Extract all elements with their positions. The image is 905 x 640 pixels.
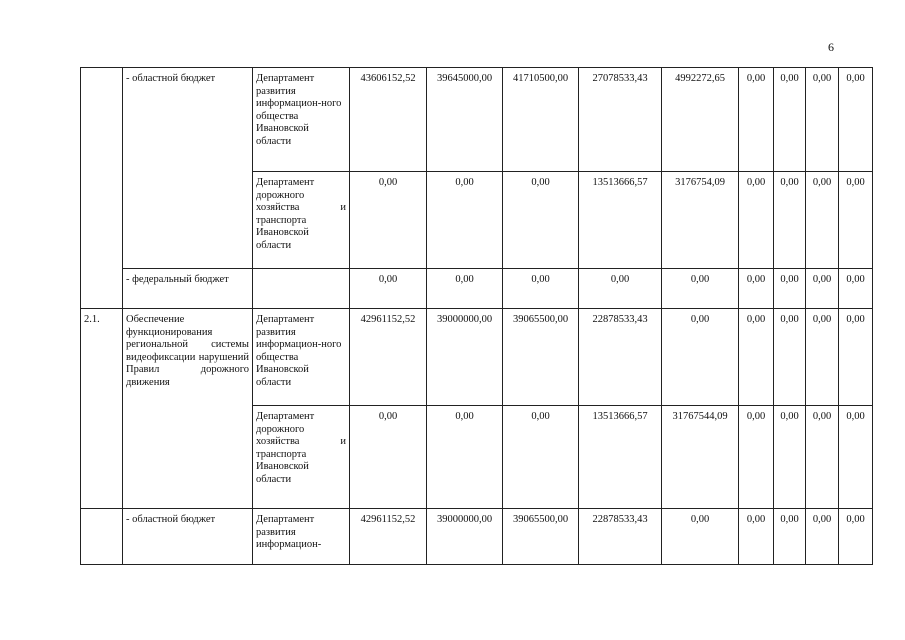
- department-cell: Департамент развития информацион-: [253, 509, 350, 565]
- table-row: [81, 509, 873, 565]
- row-number-cell: 2.1.: [81, 309, 123, 509]
- value-cell: 39065500,00: [503, 309, 579, 406]
- table-row: [81, 269, 873, 309]
- value-cell: 0,00: [662, 309, 739, 406]
- department-cell: [253, 269, 350, 309]
- department-cell: Департамент развития информацион-ного общества Ивановской области: [253, 309, 350, 406]
- value-cell: 0,00: [350, 172, 427, 269]
- value-cell: 0,00: [739, 172, 774, 269]
- value-cell: 0,00: [739, 406, 774, 509]
- value-cell: 0,00: [839, 406, 873, 509]
- value-cell: 42961152,52: [350, 509, 427, 565]
- value-cell: 0,00: [806, 172, 839, 269]
- value-cell: 0,00: [503, 172, 579, 269]
- value-cell: 31767544,09: [662, 406, 739, 509]
- value-cell: 0,00: [739, 68, 774, 172]
- value-cell: 27078533,43: [579, 68, 662, 172]
- source-label-cell: - областной бюджет: [123, 68, 253, 269]
- value-cell: 0,00: [427, 269, 503, 309]
- page-number: 6: [828, 40, 834, 54]
- value-cell: 0,00: [662, 509, 739, 565]
- value-cell: 39645000,00: [427, 68, 503, 172]
- source-label-cell: - федеральный бюджет: [123, 269, 253, 309]
- value-cell: 0,00: [774, 509, 806, 565]
- value-cell: 39000000,00: [427, 509, 503, 565]
- value-cell: 0,00: [350, 406, 427, 509]
- value-cell: 13513666,57: [579, 172, 662, 269]
- department-cell: Департамент развития информацион-ного общества Ивановской области: [253, 68, 350, 172]
- value-cell: 0,00: [739, 309, 774, 406]
- table-row: [81, 68, 873, 172]
- value-cell: 0,00: [806, 309, 839, 406]
- value-cell: 0,00: [839, 172, 873, 269]
- value-cell: 0,00: [806, 406, 839, 509]
- value-cell: 0,00: [739, 509, 774, 565]
- value-cell: 22878533,43: [579, 509, 662, 565]
- value-cell: 0,00: [839, 269, 873, 309]
- value-cell: 0,00: [579, 269, 662, 309]
- value-cell: 0,00: [739, 269, 774, 309]
- value-cell: 0,00: [774, 269, 806, 309]
- value-cell: 4992272,65: [662, 68, 739, 172]
- value-cell: 0,00: [503, 406, 579, 509]
- value-cell: 42961152,52: [350, 309, 427, 406]
- source-label-cell: - областной бюджет: [123, 509, 253, 565]
- value-cell: 41710500,00: [503, 68, 579, 172]
- value-cell: 0,00: [774, 309, 806, 406]
- value-cell: 39000000,00: [427, 309, 503, 406]
- value-cell: 0,00: [806, 269, 839, 309]
- value-cell: 0,00: [503, 269, 579, 309]
- value-cell: 0,00: [839, 309, 873, 406]
- value-cell: 0,00: [806, 68, 839, 172]
- department-cell: Департамент дорожного хозяйства и транспорта Ивановской области: [253, 172, 350, 269]
- row-number-cell: [81, 68, 123, 309]
- value-cell: 0,00: [839, 509, 873, 565]
- value-cell: 0,00: [427, 172, 503, 269]
- value-cell: 43606152,52: [350, 68, 427, 172]
- budget-table: [80, 67, 873, 565]
- value-cell: 0,00: [774, 172, 806, 269]
- activity-label-cell: Обеспечение функционирования региональной системы видеофиксации нарушений Правил дорожного движения: [123, 309, 253, 509]
- value-cell: 0,00: [350, 269, 427, 309]
- value-cell: 0,00: [774, 406, 806, 509]
- row-number-cell: [81, 509, 123, 565]
- value-cell: 0,00: [662, 269, 739, 309]
- value-cell: 13513666,57: [579, 406, 662, 509]
- value-cell: 0,00: [427, 406, 503, 509]
- value-cell: 3176754,09: [662, 172, 739, 269]
- table-row: [81, 309, 873, 406]
- value-cell: 0,00: [806, 509, 839, 565]
- value-cell: 0,00: [839, 68, 873, 172]
- value-cell: 0,00: [774, 68, 806, 172]
- department-cell: Департамент дорожного хозяйства и транспорта Ивановской области: [253, 406, 350, 509]
- value-cell: 22878533,43: [579, 309, 662, 406]
- value-cell: 39065500,00: [503, 509, 579, 565]
